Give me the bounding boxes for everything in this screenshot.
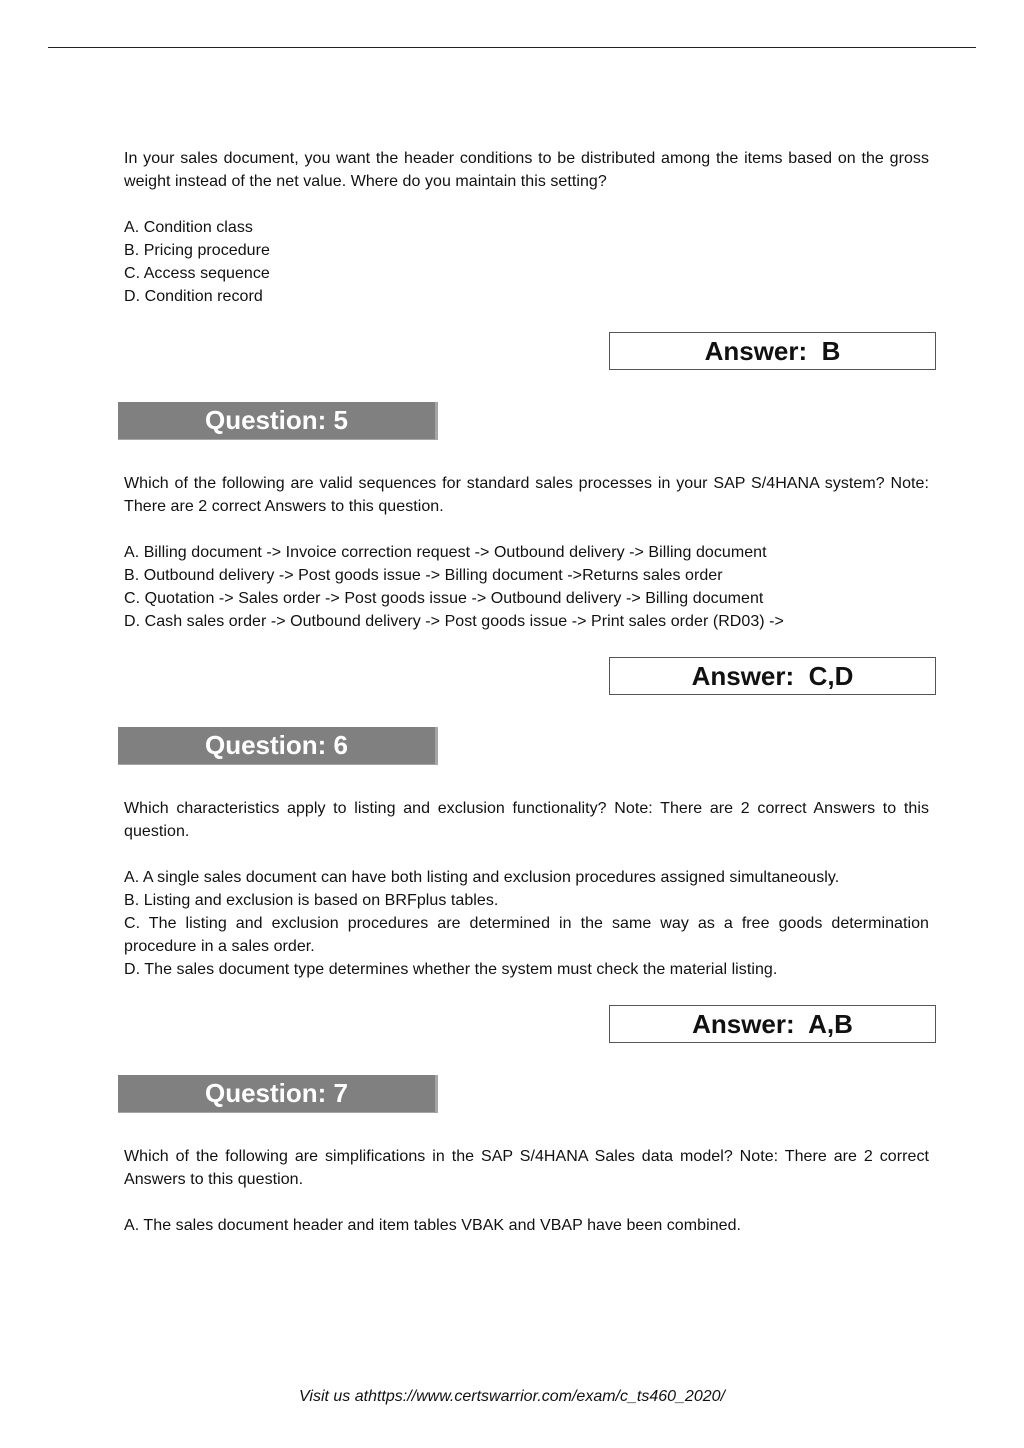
document-content xyxy=(124,147,929,1237)
answer-row xyxy=(124,657,929,697)
question-header-label: Question: 7 xyxy=(204,1078,348,1108)
option-a: A. Condition class xyxy=(124,219,253,236)
question-text: Which of the following are simplifications in the SAP S/4HANA Sales data model? Note: There are 2 correct Answers to this question. xyxy=(124,1148,929,1188)
option-d: D. Cash sales order -> Outbound delivery -> Post goods issue -> Print sales order (RD03) -> xyxy=(124,613,784,630)
option-a: A. The sales document header and item tables VBAK and VBAP have been combined. xyxy=(124,1217,742,1234)
answer-text: Answer: C,D xyxy=(691,660,854,691)
answer-box xyxy=(609,1005,936,1043)
option-d: D. Condition record xyxy=(124,288,263,305)
question-header-label: Question: 6 xyxy=(204,730,348,760)
answer-box xyxy=(609,657,936,695)
option-a: A. Billing document -> Invoice correction request -> Outbound delivery -> Billing document xyxy=(124,544,767,561)
question-text: Which of the following are valid sequences for standard sales processes in your SAP S/4HANA system? Note: There are 2 correct Answers to this question. xyxy=(124,475,929,515)
answer-box xyxy=(609,332,936,370)
question-4 xyxy=(124,147,929,308)
option-list xyxy=(124,866,929,981)
question-header-label: Question: 5 xyxy=(204,405,348,435)
question-header xyxy=(118,727,438,765)
question-6 xyxy=(124,797,929,981)
question-header xyxy=(118,1075,438,1113)
question-text: Which characteristics apply to listing and exclusion functionality? Note: There are 2 correct Answers to this question. xyxy=(124,800,929,840)
answer-text: Answer: A,B xyxy=(692,1008,853,1039)
question-5 xyxy=(124,472,929,633)
footer-text: Visit us athttps://www.certswarrior.com/exam/c_ts460_2020/ xyxy=(299,1388,725,1405)
option-c: C. Access sequence xyxy=(124,265,270,282)
option-a: A. A single sales document can have both listing and exclusion procedures assigned simultaneously. xyxy=(124,869,840,886)
top-rule xyxy=(48,47,976,48)
question-text: In your sales document, you want the header conditions to be distributed among the items based on the gross weight instead of the net value. Where do you maintain this setting? xyxy=(124,150,929,190)
question-header xyxy=(118,402,438,440)
option-list xyxy=(124,541,929,633)
option-c: C. Quotation -> Sales order -> Post goods issue -> Outbound delivery -> Billing document xyxy=(124,590,764,607)
answer-row xyxy=(124,332,929,372)
option-b: B. Pricing procedure xyxy=(124,242,270,259)
answer-row xyxy=(124,1005,929,1045)
option-list xyxy=(124,216,929,308)
question-7 xyxy=(124,1145,929,1237)
option-b: B. Outbound delivery -> Post goods issue -> Billing document ->Returns sales order xyxy=(124,567,723,584)
option-d: D. The sales document type determines whether the system must check the material listing. xyxy=(124,961,778,978)
option-list xyxy=(124,1214,929,1237)
option-c: C. The listing and exclusion procedures are determined in the same way as a free goods determination procedure in a sales order. xyxy=(124,915,929,955)
option-b: B. Listing and exclusion is based on BRFplus tables. xyxy=(124,892,499,909)
answer-text: Answer: B xyxy=(704,335,841,366)
